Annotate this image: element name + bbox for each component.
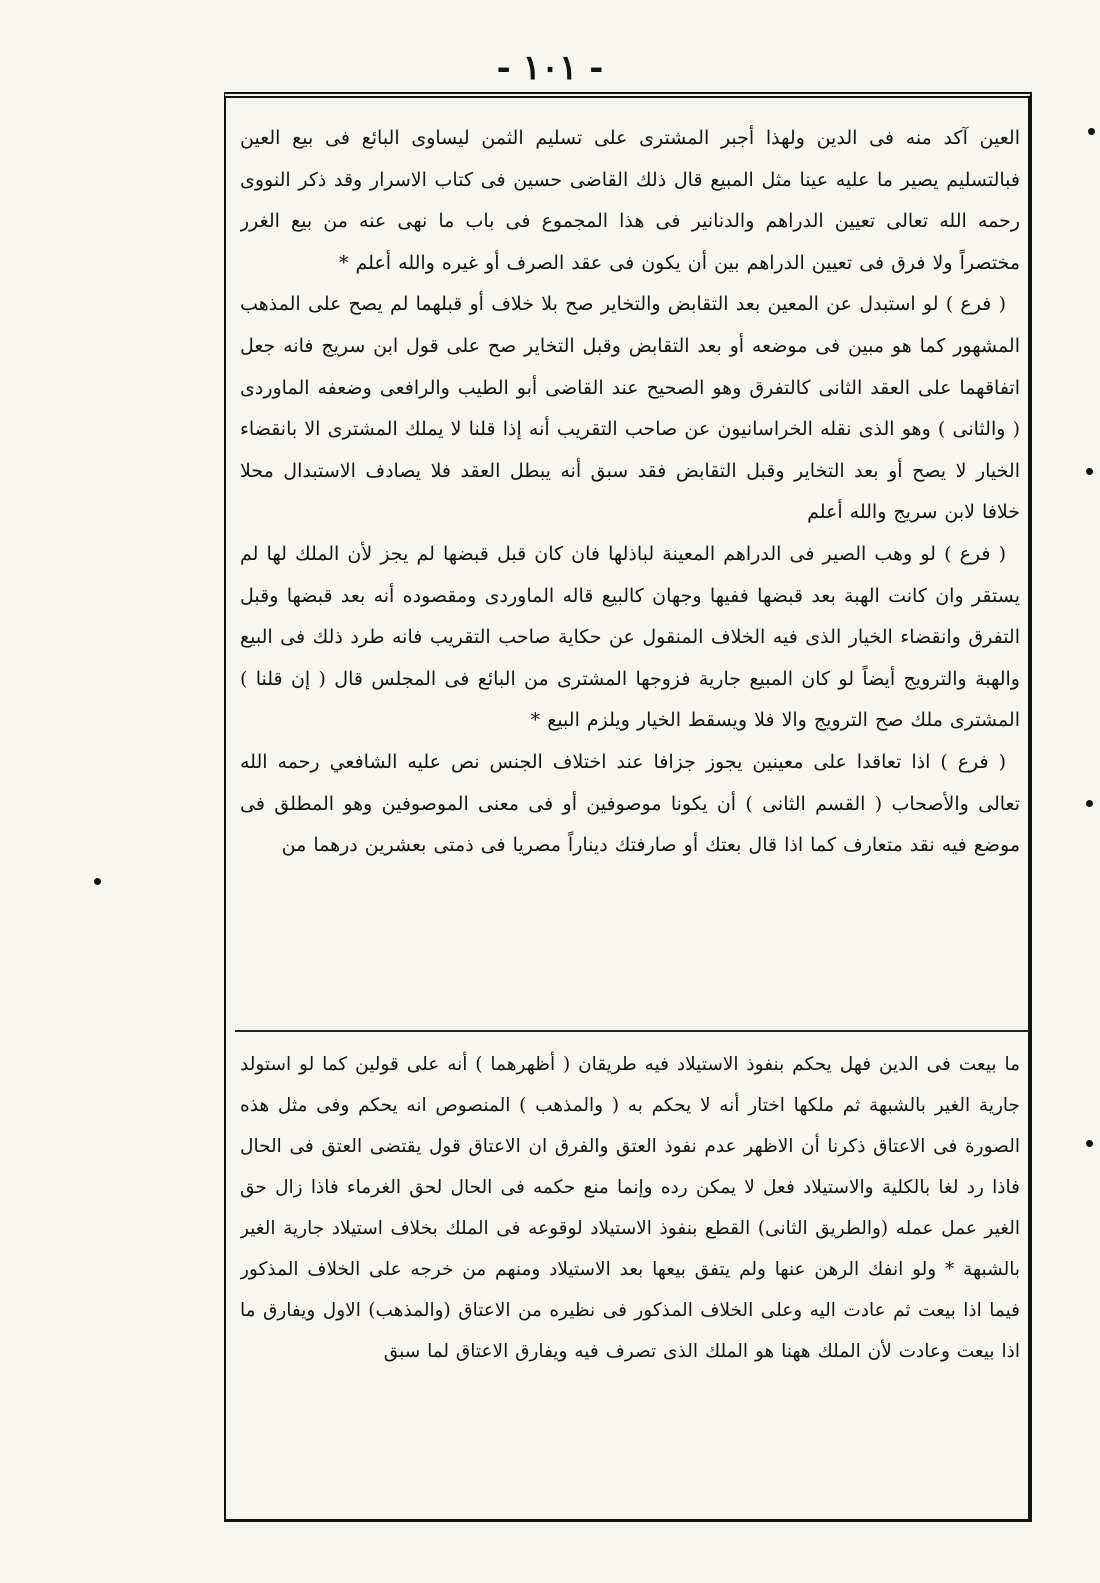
punch-hole-mark xyxy=(1088,128,1095,135)
punch-hole-mark xyxy=(1086,1140,1093,1147)
footnote-text xyxy=(240,1044,1020,1504)
main-paragraph-3: ( فرع ) لو وهب الصير فى الدراهم المعينة لباذلها فان كان قبل قبضها لم يجز لأن الملك لها لم يستقر وان كانت الهبة بعد قبضها ففيها وجهان كالبيع قاله الماوردى ومقصوده أنه بعد قبضها وقبل التفرق وانقضاء الخيار الذى فيه الخلاف المنقول عن حكاية صاحب التقريب فانه طرد ذلك فى البيع والهبة والترويج أيضاً لو كان المبيع جارية فزوجها المشترى من البائع فى المجلس قال ( إن قلنا ) المشترى ملك صح الترويج والا فلا ويسقط الخيار ويلزم البيع * xyxy=(240,542,1020,732)
main-text xyxy=(240,118,1020,998)
punch-hole-mark xyxy=(1086,800,1093,807)
punch-hole-mark xyxy=(94,878,101,885)
footnote-divider xyxy=(235,1030,1030,1032)
page-number: - ١٠١ - xyxy=(496,48,604,88)
footnote-paragraph-1: ما بيعت فى الدين فهل يحكم بنفوذ الاستيلاد فيه طريقان ( أظهرهما ) أنه على قولين كما لو استولد جارية الغير بالشبهة ثم ملكها اختار أنه لا يحكم به ( والمذهب ) المنصوص انه يحكم وفى مثل هذه الصورة فى الاعتاق ذكرنا أن الاظهر عدم نفوذ العتق والفرق ان الاعتاق قول يقتضى العتق فى الحال فاذا رد لغا بالكلية والاستيلاد فعل لا يمكن رده وإنما منع حكمه فى الحال لحق الغرماء فاذا زال حق الغير عمل عمله (والطريق الثانى) القطع بنفوذ الاستيلاد لوقوعه فى الملك بخلاف استيلاد جارية الغير بالشبهة * ولو انفك الرهن عنها ولم يتفق بيعها بعد الاستيلاد ومنهم من خرجه على الخلاف المذكور فيما اذا بيعت ثم عادت اليه وعلى الخلاف المذكور فى نظيره من الاعتاق (والمذهب) الاول ويفارق ما اذا بيعت وعادت لأن الملك ههنا هو الملك الذى تصرف فيه ويفارق الاعتاق لما سبق xyxy=(240,1054,1020,1362)
main-paragraph-4: ( فرع ) اذا تعاقدا على معينين يجوز جزافا عند اختلاف الجنس نص عليه الشافعي رحمه الله تعالى والأصحاب ( القسم الثانى ) أن يكونا موصوفين أو فى معنى الموصوفين وهو المطلق فى موضع فيه نقد متعارف كما اذا قال بعتك أو صارفتك ديناراً مصريا فى ذمتى بعشرين درهما من xyxy=(240,750,1020,857)
main-paragraph-1: العين آكد منه فى الدين ولهذا أجبر المشترى على تسليم الثمن ليساوى البائع فى بيع العين فبالتسليم يصير ما عليه عينا مثل المبيع قال ذلك القاضى حسين فى كتاب الاسرار وقد ذكر النووى رحمه الله تعالى تعيين الدراهم والدنانير فى هذا المجموع فى باب ما نهى عنه من بيع الغرر مختصراً ولا فرق فى تعيين الدراهم بين أن يكون فى عقد الصرف أو غيره والله أعلم * xyxy=(240,127,1020,274)
main-paragraph-2: ( فرع ) لو استبدل عن المعين بعد التقابض والتخاير صح بلا خلاف أو قبلهما لم يصح على المذهب المشهور كما هو مبين فى موضعه أو بعد التقابض وقبل التخاير صح على قول ابن سريج فانه جعل اتفاقهما على العقد الثانى كالتفرق وهو الصحيح عند القاضى أبو الطيب والرافعى وضعفه الماوردى ( والثانى ) وهو الذى نقله الخراسانيون عن صاحب التقريب أنه إذا قلنا لا يملك المشترى الا بانقضاء الخيار لا يصح أو بعد التخاير وقبل التقابض فقد سبق أنه يبطل العقد فلا يصادف الاستبدال محلا خلافا لابن سريج والله أعلم xyxy=(240,293,1020,524)
punch-hole-mark xyxy=(1086,468,1093,475)
